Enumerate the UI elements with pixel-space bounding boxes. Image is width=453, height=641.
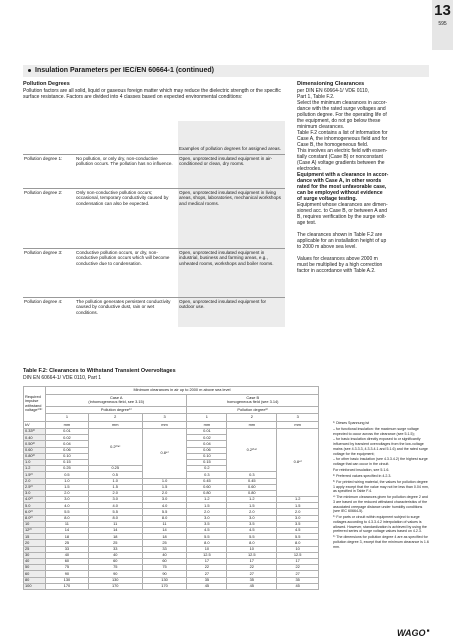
- dimensioning-line: per DIN EN 60664-1/ VDE 0110,: [297, 88, 369, 94]
- table-row: [23, 154, 285, 188]
- voltage-cell: 10: [24, 521, 46, 527]
- footnote: ³⁾ For printed wiring material, the values for pollution degree 1 apply except that the value may not be less than 0.04 mm, as specified in Table F.4.: [333, 479, 429, 494]
- clearance-cell: 1.2: [277, 497, 319, 503]
- clearance-cell: 75: [46, 565, 89, 571]
- dimensioning-line: Case B, the homogeneous field.: [297, 142, 369, 148]
- dimensioning-line: dance with Case A, in other words: [297, 178, 382, 185]
- dimensioning-line: The clearances shown in Table F.2 are: [297, 232, 383, 239]
- dimensioning-line: the equipment, do not go below these: [297, 118, 381, 124]
- pollution-degree-label: Pollution degree 1:: [23, 154, 75, 188]
- dimensioning-line: rated for the most unfavorable case,: [297, 184, 387, 191]
- clearance-cell: 60: [142, 558, 187, 564]
- clearance-cell: 130: [46, 577, 89, 583]
- clearance-cell: 0.10: [46, 453, 89, 459]
- pollution-intro-text: Pollution factors are all solid, liquid or gaseous foreign matter which may reduce the dielectric strength or the specific surface resistance. Factors are divided into 4 classes based on expected environmental conditions:: [23, 88, 281, 100]
- clearance-cell: 17: [277, 558, 319, 564]
- dimensioning-line: sioned acc. to Case B, or between A and: [297, 208, 388, 215]
- dimensioning-line: This involves an electric field with essen-: [297, 148, 388, 154]
- clearance-cell: 8.0: [142, 515, 187, 521]
- dimensioning-line: Values for clearances above 2000 m: [297, 256, 378, 263]
- pollution-degree-description: The pollution generates persistent conductivity caused by conductive dust, rain or wet conditions.: [75, 297, 178, 327]
- clearance-cell: 4.0: [142, 503, 187, 509]
- clearance-cell: 0.15: [46, 459, 89, 465]
- clearance-cell: 75: [142, 565, 187, 571]
- clearance-cell: 2.0: [227, 509, 277, 515]
- table-header-row: [23, 121, 285, 154]
- voltage-cell: 0.33²⁾: [24, 429, 46, 435]
- voltage-cell: 2.0: [24, 478, 46, 484]
- voltage-cell: 0.50²⁾: [24, 441, 46, 447]
- table-f2-heading: [23, 368, 285, 381]
- voltage-cell: 15: [24, 534, 46, 540]
- case-b-label: Case B: [246, 394, 260, 400]
- footnote: ¹⁾ Dieses Spannung ist: [333, 421, 370, 425]
- merged-clearance-cell: 0.8⁴⁾: [277, 429, 319, 497]
- clearance-cell: 0.80: [227, 490, 277, 496]
- voltage-cell: 1.2: [24, 466, 46, 472]
- dimensioning-line: Part 1, Table F.2.: [297, 94, 335, 100]
- clearance-cell: 25: [142, 540, 187, 546]
- footnote: – for other basic insulation (see 4.3.3.4.2) the highest surge voltage that can occur in the circuit.: [333, 457, 428, 467]
- unit-mm: mm: [187, 421, 227, 429]
- clearance-cell: 27: [277, 571, 319, 577]
- dimensioning-line: (Case A) voltage gradients between the: [297, 160, 385, 166]
- clearance-cell: 17: [187, 558, 227, 564]
- clearance-cell: 130: [142, 577, 187, 583]
- page-number: 595: [438, 21, 447, 27]
- clearance-cell: 170: [88, 583, 142, 589]
- dimensioning-line: of surge voltage testing.: [297, 196, 357, 203]
- case-b-sub: homogeneous field (see 3.14): [226, 399, 279, 404]
- clearance-cell: 1.2: [187, 497, 227, 503]
- voltage-cell: 0.40: [24, 435, 46, 441]
- dimensioning-line: minimum clearances.: [297, 124, 345, 130]
- clearance-cell: 170: [46, 583, 89, 589]
- clearance-cell: 3.5: [187, 521, 227, 527]
- clearance-cell: 130: [88, 577, 142, 583]
- voltage-cell: 6.0²⁾: [24, 509, 46, 515]
- clearance-cell: 17: [227, 558, 277, 564]
- footnote: ⁴⁾ The minimum clearances given for pollution degree 2 and 3 are based on the reduced withstand characteristics of the associated creepage distance under humidity conditions (see IEC 60664-5).: [333, 495, 428, 514]
- table-f2-subtitle: DIN EN 60664-1/ VDE 0110, Part 1: [23, 375, 102, 381]
- clearance-cell: 5.5: [46, 509, 89, 515]
- clearance-cell: 11: [88, 521, 142, 527]
- clearance-cell: 75: [88, 565, 142, 571]
- clearance-cell: 4.0: [46, 503, 89, 509]
- dimensioning-line: pollution degree. For the operating life of: [297, 112, 387, 118]
- clearance-cell: 0.10: [187, 453, 227, 459]
- clearance-cell: 1.0: [46, 478, 89, 484]
- voltage-cell: 12²⁾: [24, 528, 46, 534]
- clearance-cell: 45: [187, 583, 227, 589]
- clearance-cell: 0.25: [46, 466, 89, 472]
- clearance-cell: 4.5: [227, 528, 277, 534]
- table-row: [24, 583, 319, 589]
- footnote: ⁵⁾ For parts or circuit within equipment subject to surge voltages according to 4.3.3.4.2 interpolation of values is allowed. However, standardization is achieved by using the preferred series of surge voltage values based on 4.2.3.: [333, 515, 427, 534]
- unit-mm: mm: [277, 421, 319, 429]
- clearance-cell: 2.0: [142, 490, 187, 496]
- impulse-voltage-header: Required impulse withstand voltage¹⁾⁵⁾: [24, 387, 46, 422]
- dimensioning-line: Table F.2 contains a list of information for: [297, 130, 388, 136]
- merged-clearance-cell: 0.2²⁾⁴⁾: [227, 429, 277, 472]
- table-f2-title: Table F.2: Clearances to Withstand Transient Overvoltages: [23, 368, 176, 374]
- voltage-cell: 60: [24, 571, 46, 577]
- chapter-number: 13: [434, 2, 451, 19]
- degree-col: 3: [142, 414, 187, 422]
- footnote: ⁶⁾ The dimensions for pollution degree 4 are as specified for pollution degree 3, except that the minimum clearance is 1.6 mm.: [333, 535, 429, 549]
- voltage-cell: 1.0: [24, 459, 46, 465]
- clearance-cell: 40: [88, 552, 142, 558]
- pollution-degree-example: Open, unprotected insulated equipment in industrial, business and farming areas, e.g., unheated rooms, workshops and boiler rooms.: [178, 248, 285, 297]
- dimensioning-line: Case A, the inhomogeneous field and for: [297, 136, 388, 142]
- dimensioning-line: B, requires verification by the surge volt-: [297, 214, 387, 221]
- bullet-icon: [28, 69, 31, 72]
- clearance-cell: 18: [88, 534, 142, 540]
- pollution-degree-example: Open, unprotected insulated equipment in living areas, shops, laboratories, mechanical workshops and medical rooms.: [178, 188, 285, 248]
- clearance-cell: 8.0: [187, 540, 227, 546]
- clearance-cell: 25: [46, 540, 89, 546]
- unit-mm: mm: [88, 421, 142, 429]
- clearance-cell: 14: [46, 528, 89, 534]
- clearance-cell: 0.06: [187, 447, 227, 453]
- clearance-cell: 40: [142, 552, 187, 558]
- table-row: [23, 297, 285, 327]
- degree-col: 1: [187, 414, 227, 422]
- clearance-cell: 0.25: [88, 466, 142, 472]
- clearance-cell: 1.2: [227, 497, 277, 503]
- clearance-cell: 5.5: [187, 534, 227, 540]
- clearance-cell: 1.5: [142, 484, 187, 490]
- pollution-degree-example: Open, unprotected insulated equipment for outdoor use.: [178, 297, 285, 327]
- clearance-cell: 0.60: [227, 484, 277, 490]
- voltage-cell: 50: [24, 565, 46, 571]
- voltage-cell: 8.0²⁾: [24, 515, 46, 521]
- voltage-cell: 20: [24, 540, 46, 546]
- unit-mm: mm: [46, 421, 89, 429]
- clearance-cell: 5.5: [227, 534, 277, 540]
- pollution-degree-label: Pollution degree 4:: [23, 297, 75, 327]
- clearance-cell: 3.0: [142, 497, 187, 503]
- voltage-cell: 0.80²⁾: [24, 453, 46, 459]
- degree-col: 1: [46, 414, 89, 422]
- unit-kv: kV: [24, 421, 46, 429]
- examples-header: Examples of pollution degrees for assigned areas.: [178, 121, 285, 154]
- clearance-cell: 4.5: [277, 528, 319, 534]
- clearance-cell: 14: [142, 528, 187, 534]
- voltage-cell: 4.0²⁾: [24, 497, 46, 503]
- clearance-cell: 2.0: [88, 490, 142, 496]
- clearance-cell: 0.5: [88, 472, 142, 478]
- clearance-cell: 0.2: [187, 466, 227, 472]
- voltage-cell: 100: [24, 583, 46, 589]
- clearance-cell: 0.3: [187, 472, 227, 478]
- clearance-cell: 35: [187, 577, 227, 583]
- clearance-cell: 4.0: [88, 503, 142, 509]
- clearance-cell: 35: [277, 577, 319, 583]
- clearance-cell: 0.3: [227, 472, 277, 478]
- wago-logo: [397, 627, 431, 638]
- pollution-degree-description: No pollution, or only dry, non-conductive pollution occurs. The pollution has no influence.: [75, 154, 178, 188]
- clearance-cell: 10: [227, 546, 277, 552]
- voltage-cell: 1.5²⁾: [24, 472, 46, 478]
- table-row: [24, 429, 319, 435]
- case-a-label: Case A: [109, 394, 123, 400]
- clearance-cell: 1.5: [46, 484, 89, 490]
- clearance-cell: 8.0: [88, 515, 142, 521]
- clearance-cell: 2.0: [46, 490, 89, 496]
- pollution-degree-description: Only non-conductive pollution occurs; occasional, temporary conductivity caused by condensation can also be expected.: [75, 188, 178, 248]
- voltage-cell: 5.0: [24, 503, 46, 509]
- clearance-cell: 8.0: [277, 540, 319, 546]
- clearance-cell: 0.02: [46, 435, 89, 441]
- table-footnotes: [333, 421, 429, 550]
- clearance-cell: 3.5: [227, 521, 277, 527]
- clearance-cell: 18: [46, 534, 89, 540]
- dimensioning-line: dance with the rated surge voltages and: [297, 106, 386, 112]
- clearance-cell: 60: [46, 558, 89, 564]
- dimensioning-line: Select the minimum clearances in accor-: [297, 100, 388, 106]
- dimensioning-line: to 2000 m above sea level.: [297, 244, 357, 251]
- dimensioning-line: Equipment whose clearances are dimen-: [297, 202, 388, 209]
- clearance-cell: 0.04: [187, 441, 227, 447]
- clearance-cell: 0.01: [46, 429, 89, 435]
- clearance-cell: 12.5: [187, 552, 227, 558]
- pollution-degree-description: Conductive pollution occurs, or dry, non-conductive pollution occurs which will become conductive due to condensation.: [75, 248, 178, 297]
- voltage-cell: 0.60: [24, 447, 46, 453]
- pollution-degree-example: Open, unprotected insulated equipment in air-conditioned or clean, dry rooms.: [178, 154, 285, 188]
- voltage-cell: 3.0: [24, 490, 46, 496]
- degree-col: 3: [277, 414, 319, 422]
- clearance-cell: 1.5: [277, 503, 319, 509]
- clearance-cell: 0.5: [46, 472, 89, 478]
- footnote: – for basic insulation directly exposed to or significantly influenced by transient overvoltages from the low-voltage mains (see 4.3.3.3, 4.3.3.4.1 and 5.1.6) and the rated surge voltage for the equipment;: [333, 437, 428, 456]
- case-a-header: [46, 394, 187, 406]
- pollution-heading: Pollution Degrees: [23, 81, 70, 87]
- clearance-cell: 1.0: [142, 478, 187, 484]
- unit-mm: mm: [142, 421, 187, 429]
- voltage-cell: 30: [24, 552, 46, 558]
- dimensioning-line: age test.: [297, 220, 317, 227]
- clearance-cell: 10: [277, 546, 319, 552]
- clearance-cell: 12.5: [227, 552, 277, 558]
- footnote: – for functional insulation: the maximum surge voltage expected to occur across the clearance (see 5.1.5);: [333, 426, 419, 436]
- clearance-cell: 3.0: [277, 515, 319, 521]
- clearance-cell: 14: [88, 528, 142, 534]
- dimensioning-line: tially constant (Case B) or nonconstant: [297, 154, 383, 160]
- clearance-cell: 45: [227, 583, 277, 589]
- dimensioning-line: must be multiplied by a high correction: [297, 262, 383, 269]
- clearance-cell: 18: [142, 534, 187, 540]
- clearance-cell: 11: [142, 521, 187, 527]
- section-title: [28, 67, 214, 74]
- table-row: [23, 188, 285, 248]
- clearance-cell: 45: [277, 583, 319, 589]
- clearance-table: [23, 386, 319, 590]
- pollution-degree-label: Pollution degree 3:: [23, 248, 75, 297]
- clearance-cell: 25: [88, 540, 142, 546]
- clearance-cell: 8.0: [46, 515, 89, 521]
- voltage-cell: 80: [24, 577, 46, 583]
- clearance-cell: 170: [142, 583, 187, 589]
- dimensioning-line: applicable for an installation height of up: [297, 238, 387, 245]
- clearance-cell: 33: [142, 546, 187, 552]
- clearance-cell: 5.5: [142, 509, 187, 515]
- unit-mm: mm: [227, 421, 277, 429]
- table-row: [23, 248, 285, 297]
- pollution-degree-header-a: Pollution degree⁶⁾: [46, 406, 187, 414]
- clearance-cell: 0.01: [187, 429, 227, 435]
- clearance-cell: 33: [46, 546, 89, 552]
- clearance-cell: 2.0: [277, 509, 319, 515]
- clearance-cell: 0.80: [187, 490, 227, 496]
- clearance-cell: 0.60: [187, 484, 227, 490]
- clearance-cell: 11: [46, 521, 89, 527]
- clearance-cell: 12.5: [277, 552, 319, 558]
- dimensioning-line: factor in accordance with Table A.2.: [297, 268, 376, 275]
- clearance-cell: 5.5: [277, 534, 319, 540]
- clearance-cell: 27: [227, 571, 277, 577]
- clearance-cell: 22: [187, 565, 227, 571]
- clearance-cell: 3.0: [46, 497, 89, 503]
- clearance-cell: 8.0: [227, 540, 277, 546]
- clearance-cell: 0.45: [187, 478, 227, 484]
- clearance-span-header: Minimum clearances in air up to 2000 m above sea level: [46, 387, 319, 395]
- voltage-cell: 40: [24, 558, 46, 564]
- footnote: ²⁾ Preferred values specified in 4.2.3.: [333, 473, 392, 478]
- degree-col: 2: [88, 414, 142, 422]
- footnote: For reinforced insulation, see 5.1.6.: [333, 468, 390, 473]
- pollution-degree-header-b: Pollution degree⁶⁾: [187, 406, 319, 414]
- clearance-cell: 5.5: [88, 509, 142, 515]
- section-title-text: Insulation Parameters per IEC/EN 60664-1 (continued): [35, 67, 214, 74]
- clearance-cell: 22: [227, 565, 277, 571]
- voltage-cell: 2.5²⁾: [24, 484, 46, 490]
- dimensioning-heading: Dimensioning Clearances: [297, 81, 365, 87]
- clearance-cell: 1.5: [227, 503, 277, 509]
- clearance-cell: 90: [46, 571, 89, 577]
- clearance-cell: 90: [142, 571, 187, 577]
- clearance-cell: 0.02: [187, 435, 227, 441]
- clearance-cell: 0.45: [227, 478, 277, 484]
- pollution-intro: [23, 81, 285, 100]
- clearance-cell: 0.06: [46, 447, 89, 453]
- clearance-cell: 40: [46, 552, 89, 558]
- merged-clearance-cell: 0.2²⁾⁴⁾: [88, 429, 142, 466]
- degree-col: 2: [227, 414, 277, 422]
- dimensioning-line: Equipment with a clearance in accor-: [297, 172, 389, 178]
- clearance-cell: 60: [88, 558, 142, 564]
- clearance-cell: 2.0: [187, 509, 227, 515]
- voltage-cell: 25: [24, 546, 46, 552]
- case-a-sub: (inhomogeneous field, see 3.15): [88, 399, 145, 404]
- clearance-cell: 0.15: [187, 459, 227, 465]
- svg-text:WAGO: WAGO: [397, 628, 426, 638]
- pollution-degree-table: [23, 121, 285, 327]
- clearance-cell: 3.0: [227, 515, 277, 521]
- clearance-cell: 27: [187, 571, 227, 577]
- case-b-header: [187, 394, 319, 406]
- clearance-cell: 3.0: [187, 515, 227, 521]
- clearance-cell: 3.5: [277, 521, 319, 527]
- clearance-cell: 10: [187, 546, 227, 552]
- dimensioning-line: can be employed without evidence: [297, 190, 383, 197]
- clearance-table-body: [24, 429, 319, 590]
- clearance-cell: 1.0: [88, 478, 142, 484]
- clearance-cell: 22: [277, 565, 319, 571]
- clearance-cell: 4.5: [187, 528, 227, 534]
- dimensioning-column: [297, 81, 429, 274]
- clearance-cell: 1.5: [88, 484, 142, 490]
- clearance-cell: 0.04: [46, 441, 89, 447]
- merged-clearance-cell: 0.8⁴⁾: [142, 429, 187, 479]
- clearance-cell: 33: [88, 546, 142, 552]
- clearance-cell: 1.5: [187, 503, 227, 509]
- dimensioning-line: electrodes.: [297, 166, 322, 172]
- clearance-cell: 35: [227, 577, 277, 583]
- clearance-cell: 3.0: [88, 497, 142, 503]
- clearance-cell: 90: [88, 571, 142, 577]
- pollution-degree-label: Pollution degree 2:: [23, 188, 75, 248]
